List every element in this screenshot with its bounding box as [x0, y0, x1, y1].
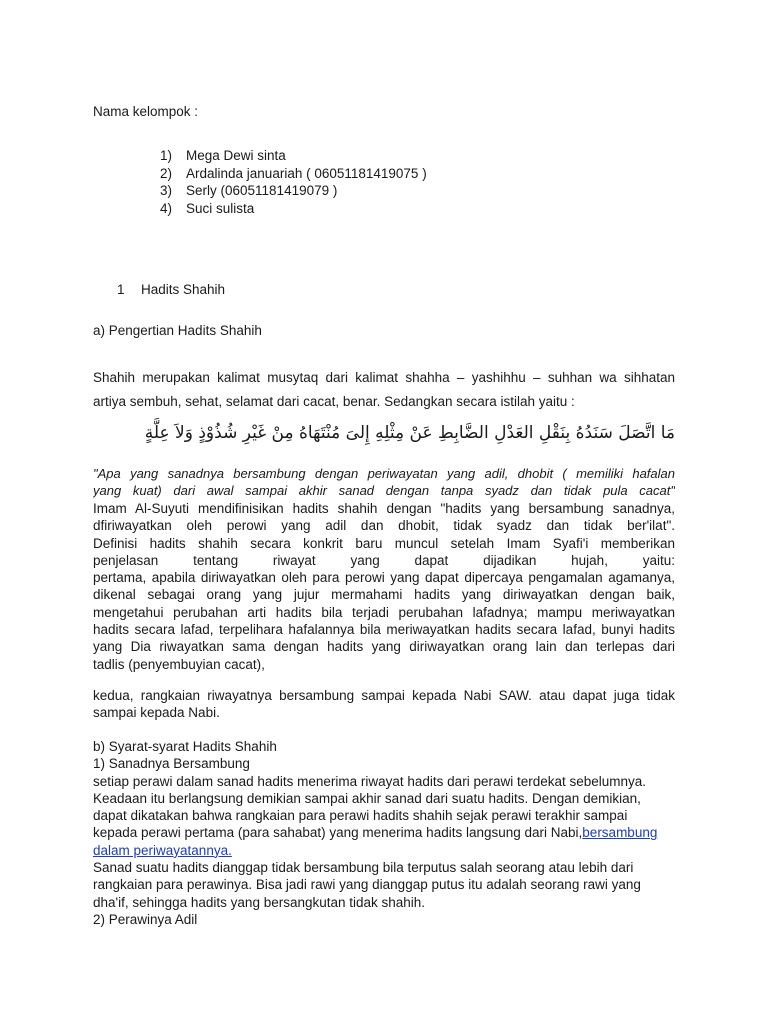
- subsection-a-heading: a) Pengertian Hadits Shahih: [93, 323, 262, 338]
- definition-paragraph: Imam Al-Suyuti mendifinisikan hadits shahih dengan "hadits yang bersambung sanadnya, dfiriwayatkan oleh perowi yang adil dan dhobit, tidak syadz dan tidak ber'ilat". Definisi hadits shahih secara konkrit baru muncul setelah Imam Syafi'i memberikan penjelasan tentang riwayat yang dapat dijadikan hujah, yaitu: pertama, apabila diriwayatkan oleh para perowi yang dapat dipercaya pengamalan agamanya, dikenal sebagai orang yang jujur mermahami hadits yang diriwayatkan dengan baik, mengetahui perubahan arti hadits bila terjadi perubahan lafadnya; mampu meriwayatkan hadits secara lafad, terpelihara hafalannya bila meriwayatkan hadits secara lafad, bunyi hadits yang Dia riwayatkan sama dengan hadits yang diriwayatkan orang lain dan terlepas dari tadlis (penyembuyian cacat),: [93, 501, 675, 672]
- list-item: 2) Ardalinda januariah ( 06051181419075 ): [160, 165, 427, 181]
- requirements-section: b) Syarat-syarat Hadits Shahih 1) Sanadnya Bersambung setiap perawi dalam sanad hadits menerima riwayat hadits dari perawi terdekat sebelumnya. Keadaan itu berlangsung demikian sampai akhir sanad dari suatu hadits. Dengan demikian, dapat dikatakan bahwa rangkaian para perawi hadits shahih sejak perawi terakhir sampai kepada perawi pertama (para sahabat) yang menerima hadits langsung dari Nabi,bersambung dalam periwayatannya. Sanad suatu hadits dianggap tidak bersambung bila terputus salah seorang atau lebih dari rangkaian para perawinya. Bisa jadi rawi yang dianggap putus itu adalah seorang rawi yang dha'if, sehingga hadits yang bersangkutan tidak shahih. 2) Perawinya Adil: [93, 738, 675, 928]
- second-paragraph: kedua, rangkaian riwayatnya bersambung sampai kepada Nabi SAW. atau dapat juga tidak sampai kepada Nabi.: [93, 688, 675, 721]
- member-list: [160, 147, 427, 217]
- list-item: 4) Suci sulista: [160, 200, 255, 216]
- inline-link[interactable]: bersambung: [582, 825, 658, 841]
- list-item: 3) Serly (06051181419079 ): [160, 183, 338, 198]
- section-number: 1: [117, 282, 125, 297]
- subsection-b-heading: b) Syarat-syarat Hadits Shahih: [93, 739, 277, 754]
- translation-quote: "Apa yang sanadnya bersambung dengan periwayatan yang adil, dhobit ( memiliki hafalan yang kuat) dari awal sampai akhir sanad dengan tanpa syadz dan tidak pula cacat": [93, 466, 675, 499]
- section-title: Hadits Shahih: [141, 282, 226, 297]
- inline-link-continued[interactable]: dalam periwayatannya.: [93, 842, 232, 858]
- item2-heading: 2) Perawinya Adil: [93, 911, 198, 927]
- intro-paragraph: Shahih merupakan kalimat musytaq dari kalimat shahha – yashihhu – suhhan wa sihhatan artiya sembuh, sehat, selamat dari cacat, benar. Sedangkan secara istilah yaitu :: [93, 370, 675, 409]
- list-item: 1) Mega Dewi sinta: [160, 148, 286, 163]
- group-label: Nama kelompok :: [93, 104, 199, 119]
- item1-heading: 1) Sanadnya Bersambung: [93, 756, 250, 772]
- arabic-definition: مَا اتَّصَلَ سَنَدُهُ بِنَقْلِ العَدْلِ الضَّابِطِ عَنْ مِثْلِهِ إِلىَ مُنْتَهَاهُ مِنْ غَيْرِ شُذُوْذٍ وَلاَ عِلَّةٍ: [144, 423, 675, 443]
